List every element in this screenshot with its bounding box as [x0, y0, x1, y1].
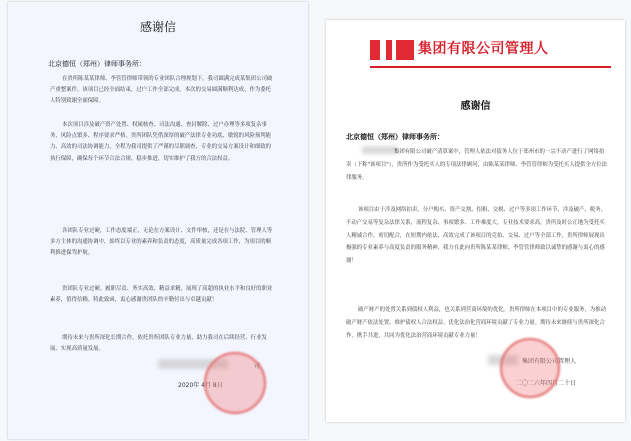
left-paragraph-1: 在贵所陈某某律师、李管管律师带领的专业团队合理规划下，我司圆满完成某集团公司破产重整案件，该项目已经全面结束，过户工作全部完成。本次的交易圆满顺利达成，作为委托人特别致谢全面保障。 — [50, 76, 273, 105]
left-signature-suffix: 司 — [254, 363, 261, 370]
company-seal-left — [204, 352, 266, 414]
left-date: 2020年 4月 8日 — [178, 382, 223, 389]
left-paragraph-3: 各团队专业过硬，工作态度端正，无论在方案设计、文件审核，还是在与法院、管理人等多方主体的沟通协调中，始终以专业的素养和负责的态度，高质量完成各项工作，为项目的顺利推进保驾护航。 — [50, 228, 273, 257]
right-letter — [326, 20, 625, 422]
redacted-header-block — [386, 40, 392, 60]
right-signature-suffix: 集团有限公司管理人 — [522, 358, 577, 365]
right-date: 二〇二六年四月二十日 — [516, 380, 577, 387]
company-seal-right — [500, 338, 560, 398]
letterhead-rule — [370, 66, 611, 68]
redacted-header-block — [396, 40, 414, 60]
right-letter-salutation: 北京德恒（郑州）律师事务所： — [346, 133, 444, 141]
right-paragraph-3: 破产财产的处置关系到债权人利益，也关系到营商环境的优化。贵所律师在本项目中的专业服务，为推动破产财产依法处置、维护债权人合法权益、优化法治化营商环境贡献了专业力量。期待未来继续与贵所深化合作，携手共进，共同为优化法治营商环境贡献专业力量！ — [346, 307, 606, 339]
right-letter-title: 感谢信 — [460, 101, 491, 112]
left-paragraph-2: 本次项目涉及破产资产处置、权属核查、司法沟通、查封解除、过户办理等多项复杂事务，风险点繁多、程序要求严格。贵所团队凭借深厚的破产法律专业功底、敏锐的风险预判能力、高效的司法协调能力，全程为我司提供了严谨的尽职调查、专业的交易方案设计和细致的执行保障，确保每个环节合法合规、稳步推进，切实维护了我方的合法权益。 — [50, 122, 272, 162]
left-letter-salutation: 北京德恒（郑州）律师事务所： — [48, 60, 146, 68]
right-paragraph-2: 该项目由于涉及网络拍卖、分户购买、资产交割、招租、交税、过户等多项工作环节，涉及破产、税务、不动产交易等复杂法律关系，流程复杂、事项繁多、工作难度大，专业技术要求高。贵所及时公正地为受托买人精诚合作，密切配合，在短期内依法、高效完成了该项目的竞拍、交易、过户等全部工作，贵所律师展现出极强的专业素养与高度负责的服务精神，我方在此向贵所陈某某律师、李管管律师致以诚挚的感谢与衷心的感谢！ — [346, 207, 606, 265]
left-letter — [8, 2, 308, 439]
letterhead-title: 集团有限公司管理人 — [418, 41, 549, 57]
left-paragraph-5: 期待未来与贵所深化长期合作，依托贵所团队专业力量，助力我司在后续经营、行业发展、实现高质量发展。 — [50, 335, 267, 353]
left-paragraph-4: 贵团队专业过硬、履职尽责、务实高效、精益求精，展现了高超的执业水平和良好的职业素养，值得信赖。特此致函，衷心感谢贵团队的辛勤付出与卓越贡献！ — [50, 286, 273, 304]
right-paragraph-1: 集团有限公司破产清算案中，管理人依法对债务人位于郑州市的一宗不动产进行了网络拍卖（下称"该项目"），贵所作为受托买人的专项法律顾问，由陈某某律师、李管管律师为受托买人提供全方位法律服务。 — [346, 149, 608, 181]
redacted-header-block — [370, 40, 380, 60]
left-letter-title: 感谢信 — [139, 20, 176, 34]
